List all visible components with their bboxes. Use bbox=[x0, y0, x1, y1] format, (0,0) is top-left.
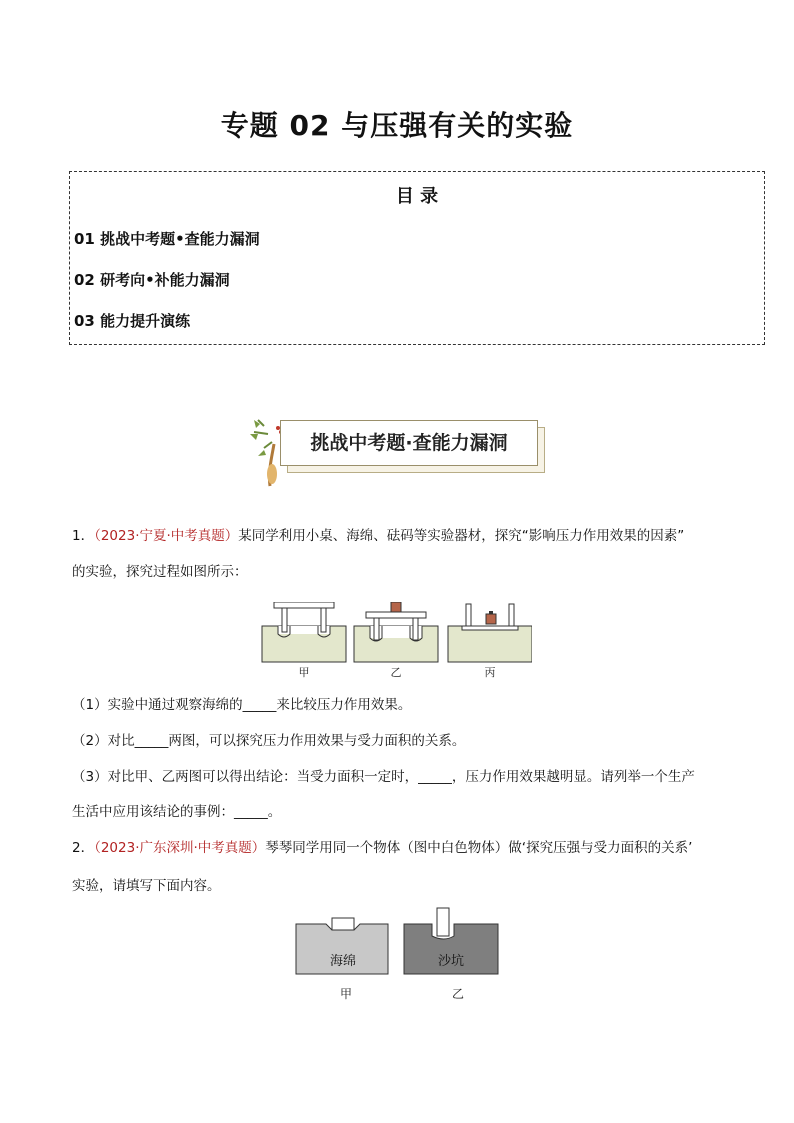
section-banner-title: 挑战中考题·查能力漏洞 bbox=[310, 432, 508, 454]
document-title: 专题 02 与压强有关的实验 bbox=[220, 109, 574, 142]
toc-item-3: 03 能力提升演练 bbox=[74, 312, 191, 330]
q1-sub3-line2: 生活中应用该结论的事例：_____。 bbox=[72, 804, 282, 820]
q1-fig-yi bbox=[354, 602, 438, 662]
toc-heading: 目 录 bbox=[395, 186, 439, 207]
q1-fig-label-jia: 甲 bbox=[298, 666, 310, 679]
q1-stem-a: 某同学利用小桌、海绵、砝码等实验器材，探究“影响压力作用效果的因素” bbox=[238, 528, 685, 544]
q1-source: （2023·宁夏·中考真题） bbox=[94, 528, 239, 544]
q2-fig-label-jia: 甲 bbox=[339, 987, 352, 1001]
q1-sub1: （1）实验中通过观察海绵的_____来比较压力作用效果。 bbox=[72, 697, 412, 713]
q1-stem-line1 bbox=[72, 526, 772, 546]
q2-fig-label-yi: 乙 bbox=[451, 987, 464, 1001]
q1-fig-label-bing: 丙 bbox=[484, 666, 496, 679]
q1-sub3-line1: （3）对比甲、乙两图可以得出结论：当受力面积一定时，_____，压力作用效果越明显。请列举一个生产 bbox=[72, 769, 695, 785]
q1-number: 1． bbox=[72, 528, 95, 544]
q2-number: 2． bbox=[72, 840, 95, 856]
q1-figure bbox=[260, 602, 532, 666]
q2-box-label-sand: 沙坑 bbox=[437, 954, 464, 969]
q2-stem-line1 bbox=[72, 838, 782, 858]
q1-sub2: （2）对比_____两图，可以探究压力作用效果与受力面积的关系。 bbox=[72, 733, 466, 749]
toc-item-1: 01 挑战中考题•查能力漏洞 bbox=[74, 230, 260, 248]
q1-fig-jia bbox=[262, 602, 346, 662]
q1-fig-label-yi: 乙 bbox=[390, 666, 402, 679]
q2-source: （2023·广东深圳·中考真题） bbox=[94, 840, 266, 856]
table-of-contents bbox=[69, 171, 765, 345]
toc-item-2: 02 研考向•补能力漏洞 bbox=[74, 271, 230, 289]
q2-box-label-sponge: 海绵 bbox=[329, 954, 356, 969]
q2-stem-a: 琴琴同学用同一个物体（图中白色物体）做‘探究压强与受力面积的关系’ bbox=[265, 840, 693, 856]
q1-stem-line2: 的实验，探究过程如图所示： bbox=[72, 564, 248, 580]
q1-fig-bing bbox=[448, 604, 532, 662]
q2-stem-line2: 实验，请填写下面内容。 bbox=[72, 878, 221, 894]
